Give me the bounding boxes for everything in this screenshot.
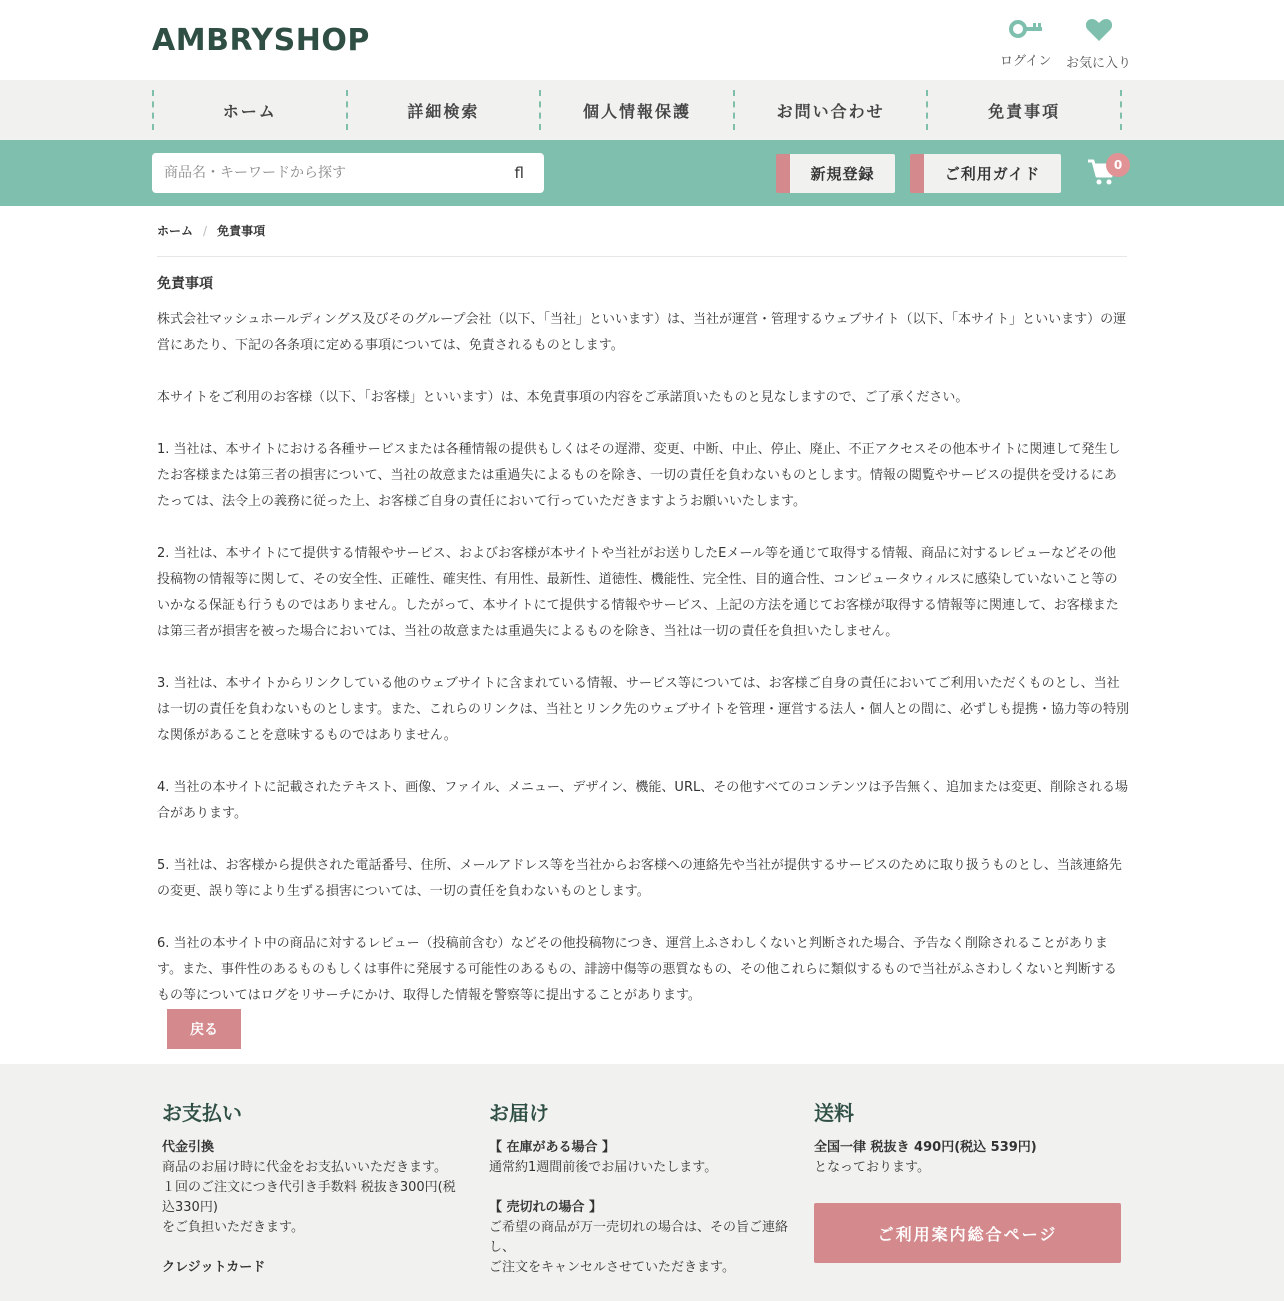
search-input[interactable]	[152, 153, 492, 193]
cart-count-badge: 0	[1106, 153, 1130, 177]
delivery-section	[489, 1100, 794, 1278]
favorites-label: お気に入り	[1066, 56, 1132, 71]
search-icon[interactable]: fl	[514, 164, 524, 182]
clause-4: 4. 当社の本サイトに記載されたテキスト、画像、ファイル、メニュー、デザイン、機能、URL、その他すべてのコンテンツは予告無く、追加または変更、削除される場合があります。	[157, 780, 1129, 821]
nav-item-disclaimer[interactable]: 免責事項	[926, 90, 1122, 130]
cod-text-3: をご負担いただきます。	[162, 1220, 304, 1235]
site-footer	[0, 1064, 1284, 1301]
search-box	[152, 153, 544, 193]
breadcrumb-separator: /	[203, 223, 208, 238]
shipping-note: となっております。	[814, 1160, 930, 1175]
soldout-text-2: ご注文をキャンセルさせていただきます。	[489, 1260, 735, 1275]
consent-paragraph: 本サイトをご利用のお客様（以下、「お客様」といいます）は、本免責事項の内容をご承諾頂いたものと見なしますので、ご了承ください。	[157, 390, 969, 405]
shipping-title: 送料	[814, 1101, 854, 1125]
clause-5: 5. 当社は、お客様から提供された電話番号、住所、メールアドレス等を当社からお客様への連絡先や当社が提供するサービスのために取り扱うものとし、当該連絡先の変更、誤り等により生ずる損害については、一切の責任を負わないものとします。	[157, 858, 1122, 899]
clause-2: 2. 当社は、本サイトにて提供する情報やサービス、およびお客様が本サイトや当社がお送りしたEメール等を通じて取得する情報、商品に対するレビューなどその他投稿物の情報等に関して、その安全性、正確性、確実性、有用性、最新性、道徳性、機能性、完全性、目的適合性、コンピュータウィルスに感染していないこと等のいかなる保証も行うものではありません。したがって、本サイトにて提供する情報やサービス、上記の方法を通じてお客様が取得する情報等に関連して、お客様または第三者が損害を被った場合においては、当社の故意または重過失によるものを除き、当社は一切の責任を負担いたしません。	[157, 546, 1119, 639]
favorites-link[interactable]	[1066, 18, 1131, 71]
soldout-title: 【 売切れの場合 】	[489, 1200, 603, 1215]
shipping-section	[814, 1100, 1121, 1178]
payment-section	[162, 1100, 467, 1278]
cod-text-2: １回のご注文につき代引き手数料 税抜き300円(税込330円)	[162, 1180, 456, 1215]
back-button[interactable]: 戻る	[167, 1009, 241, 1049]
payment-title: お支払い	[162, 1101, 242, 1125]
breadcrumb-home[interactable]: ホーム	[157, 224, 194, 238]
register-button[interactable]: 新規登録	[776, 154, 895, 193]
clause-1: 1. 当社は、本サイトにおける各種サービスまたは各種情報の提供もしくはその遅滞、変更、中断、中止、停止、廃止、不正アクセスその他本サイトに関連して発生したお客様または第三者の損害について、当社の故意または重過失によるものを除き、一切の責任を負わないものとします。情報の閲覧やサービスの提供を受けるにあたっては、法令上の義務に従った上、お客様ご自身の責任において行っていただきますようお願いいたします。	[157, 442, 1121, 509]
instock-text: 通常約1週間前後でお届けいたします。	[489, 1160, 718, 1175]
heart-icon	[1085, 18, 1113, 46]
page-title: 免責事項	[157, 276, 213, 292]
guide-overview-button[interactable]: ご利用案内総合ページ	[814, 1203, 1121, 1263]
nav-item-advanced-search[interactable]: 詳細検索	[346, 90, 540, 130]
cod-title: 代金引換	[162, 1140, 215, 1155]
breadcrumb	[157, 222, 265, 239]
soldout-text-1: ご希望の商品が万一売切れの場合は、その旨ご連絡し、	[489, 1220, 789, 1255]
global-nav	[0, 80, 1284, 140]
nav-item-home[interactable]: ホーム	[152, 90, 346, 130]
delivery-title: お届け	[489, 1101, 549, 1125]
login-link[interactable]	[1000, 18, 1051, 69]
cod-text-1: 商品のお届け時に代金をお支払いいただきます。	[162, 1160, 447, 1175]
credit-title: クレジットカード	[162, 1260, 266, 1275]
clause-3: 3. 当社は、本サイトからリンクしている他のウェブサイトに含まれている情報、サービス等については、お客様ご自身の責任においてご利用いただくものとし、当社は一切の責任を負わないものとします。また、これらのリンクは、当社とリンク先のウェブサイトを管理・運営する法人・個人との間に、必ずしも提携・協力等の特別な関係があることを意味するものではありません。	[157, 676, 1130, 743]
disclaimer-body	[157, 307, 1129, 1009]
nav-item-privacy[interactable]: 個人情報保護	[539, 90, 733, 130]
site-logo[interactable]: AMBRYSHOP	[152, 23, 370, 58]
divider	[157, 256, 1127, 257]
nav-item-contact[interactable]: お問い合わせ	[733, 90, 927, 130]
intro-paragraph: 株式会社マッシュホールディングス及びそのグループ会社（以下、「当社」といいます）は、当社が運営・管理するウェブサイト（以下、「本サイト」といいます）の運営にあたり、下記の各条項に定める事項については、免責されるものとします。	[157, 312, 1127, 353]
login-label: ログイン	[1000, 54, 1052, 69]
breadcrumb-current: 免責事項	[217, 224, 266, 238]
clause-6: 6. 当社の本サイト中の商品に対するレビュー（投稿前含む）などその他投稿物につき、運営上ふさわしくないと判断された場合、予告なく削除されることがあります。また、事件性のあるものもしくは事件に発展する可能性のあるもの、誹謗中傷等の悪質なもの、その他これらに類似するもので当社がふさわしくないと判断するもの等についてはログをリサーチにかけ、取得した情報を警察等に提出することがあります。	[157, 936, 1117, 1003]
key-icon	[1008, 18, 1044, 44]
shipping-fee: 全国一律 税抜き 490円(税込 539円)	[814, 1140, 1037, 1155]
site-header	[0, 0, 1284, 80]
guide-button[interactable]: ご利用ガイド	[910, 154, 1061, 193]
instock-title: 【 在庫がある場合 】	[489, 1140, 616, 1155]
